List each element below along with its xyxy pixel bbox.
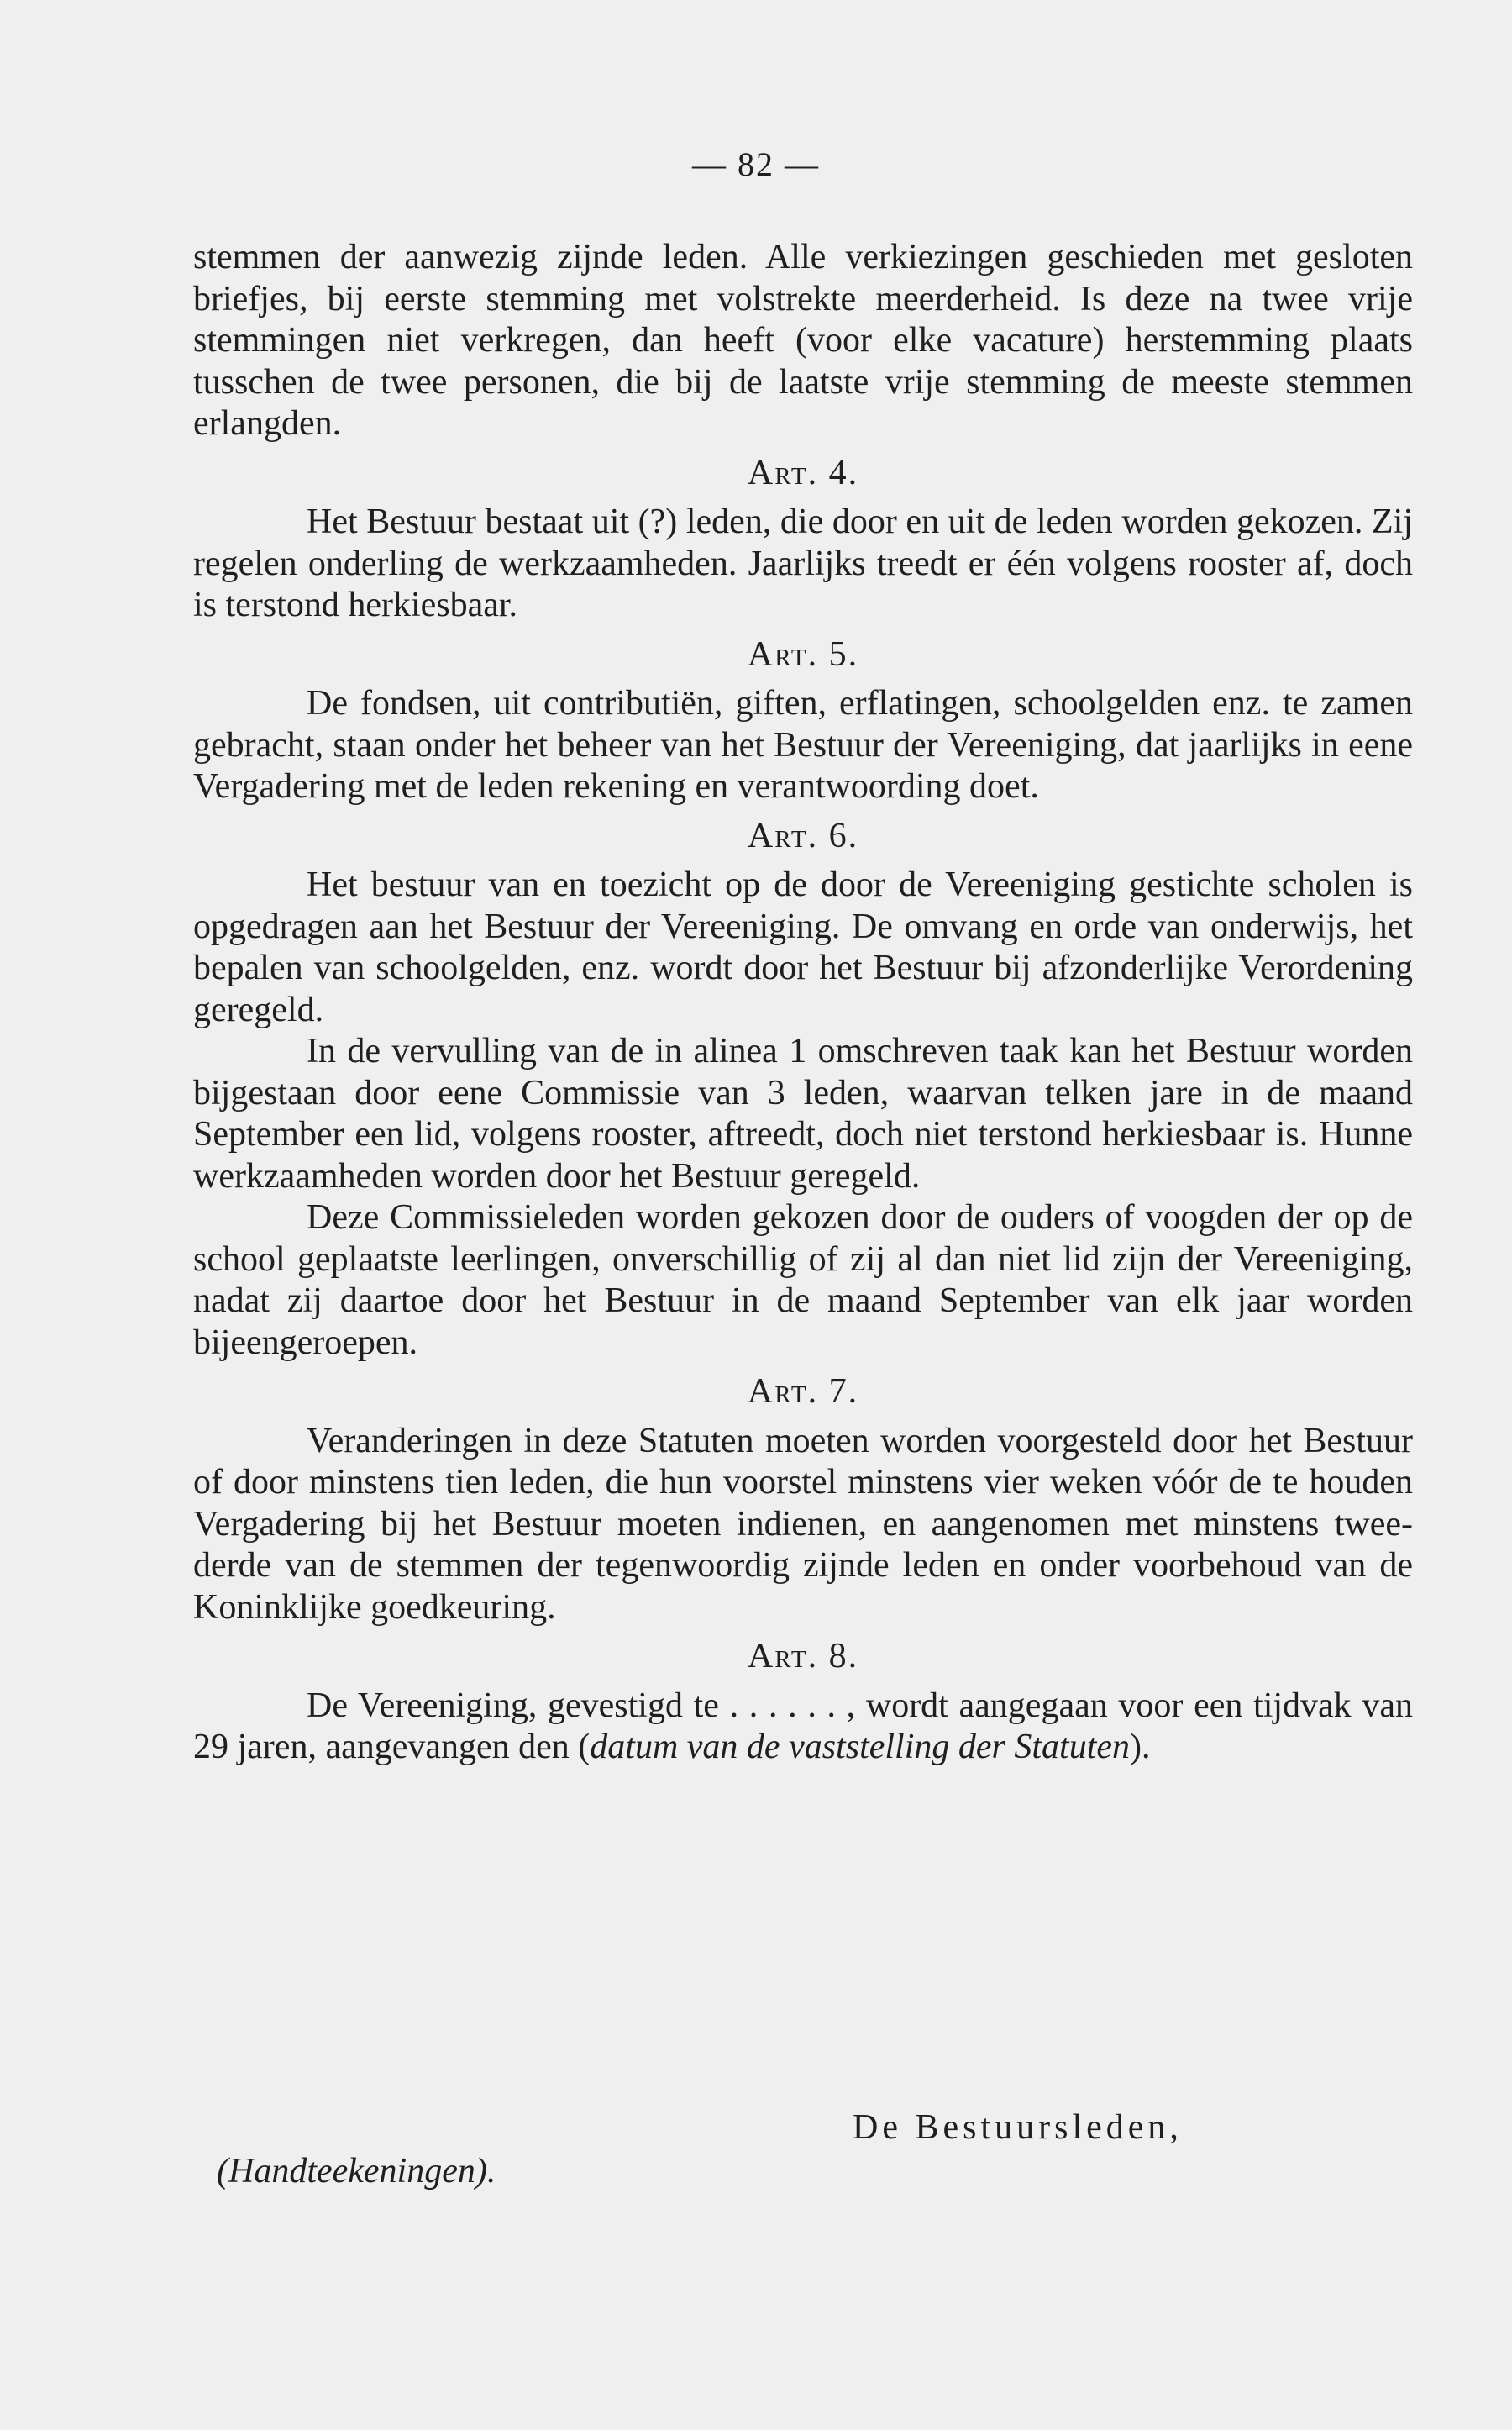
article-6-paragraph-2: In de vervulling van de in alinea 1 omschreven taak kan het Bestuur worden bijgestaan door eene Commissie van 3 leden, waarvan telken jare in de maand September een lid, volgens rooster, aftreedt, doch niet terstond herkiesbaar is. Hunne werkzaamheden worden door het Bestuur geregeld.	[193, 1032, 1413, 1196]
article-8-text-start: De Vereeniging, gevestigd te . . . . . . , wordt aangegaan voor een tijdvak van 29 jaren, aangevangen den (	[193, 1686, 1413, 1766]
signatories-line: De Bestuursleden,	[853, 2108, 1183, 2147]
article-6-paragraph-3: Deze Commissieleden worden gekozen door de ouders of voogden der op de school geplaatste leerlingen, onverschillig of zij al dan niet lid zijn der Vereeniging, nadat zij daartoe door het Bestuur in de maand September van elk jaar worden bijeengeroepen.	[193, 1198, 1413, 1362]
article-5-heading: Art. 5.	[747, 634, 859, 674]
article-8-text-end: ).	[1130, 1728, 1151, 1766]
article-4-heading: Art. 4.	[747, 453, 859, 492]
article-7-heading: Art. 7.	[747, 1372, 859, 1411]
article-6-heading: Art. 6.	[747, 816, 859, 855]
article-5-paragraph: De fondsen, uit contributiën, giften, erflatingen, schoolgelden enz. te zamen gebracht, staan onder het beheer van het Bestuur der Vereeniging, dat jaarlijks in eene Vergadering met de leden rekening en verantwoording doet.	[193, 684, 1413, 806]
signatures-placeholder: (Handteekeningen).	[217, 2152, 496, 2191]
article-8-heading: Art. 8.	[747, 1637, 859, 1675]
statutes-text	[193, 237, 1413, 1769]
article-4-paragraph: Het Bestuur bestaat uit (?) leden, die door en uit de leden worden gekozen. Zij regelen onderling de werkzaamheden. Jaarlijks treedt er één volgens rooster af, doch is terstond herkiesbaar.	[193, 502, 1413, 624]
article-6-paragraph-1: Het bestuur van en toezicht op de door de Vereeniging gestichte scholen is opgedragen aan het Bestuur der Vereeniging. De omvang en orde van onderwijs, het bepalen van schoolgelden, enz. wordt door het Bestuur bij afzonderlijke Verordening geregeld.	[193, 865, 1413, 1029]
page-number: — 82 —	[692, 145, 820, 183]
article-7-paragraph: Veranderingen in deze Statuten moeten worden voorgesteld door het Bestuur of door minstens tien leden, die hun voorstel minstens vier weken vóór de te houden Vergadering bij het Bestuur moeten indienen, en aangenomen met minstens twee-derde van de stemmen der tegenwoordig zijnde leden en onder voorbehoud van de Koninklijke goedkeuring.	[193, 1421, 1413, 1627]
intro-paragraph: stemmen der aanwezig zijnde leden. Alle verkiezingen geschieden met gesloten briefjes, bij eerste stemming met volstrekte meerderheid. Is deze na twee vrije stemmingen niet verkregen, dan heeft (voor elke vacature) herstemming plaats tusschen de twee personen, die bij de laatste vrije stemming de meeste stemmen erlangden.	[193, 238, 1413, 443]
article-8-paragraph	[193, 1686, 1413, 1769]
article-8-italic-text: datum van de vaststelling der Statuten	[590, 1728, 1131, 1766]
